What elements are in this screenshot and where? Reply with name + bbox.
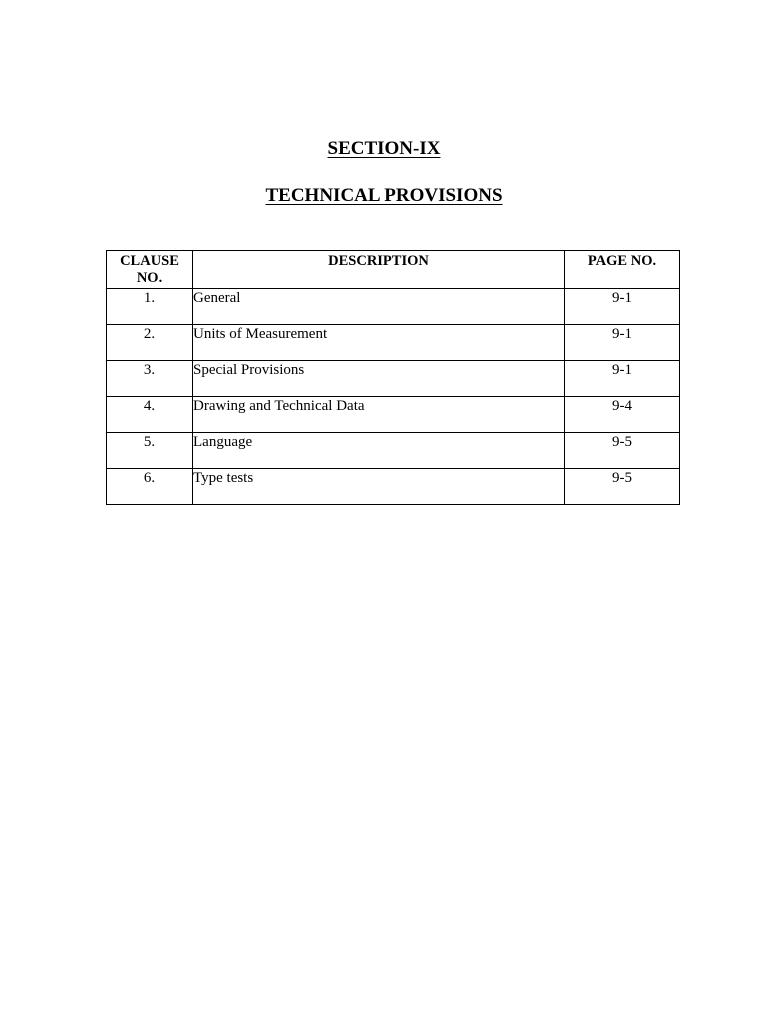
table-row (107, 433, 680, 469)
page-number: 9-1 (565, 361, 680, 397)
table-header-row (107, 251, 680, 289)
table-row (107, 397, 680, 433)
clause-description: Type tests (193, 469, 565, 505)
clause-description: General (193, 289, 565, 325)
clause-description: Language (193, 433, 565, 469)
contents-table (106, 250, 680, 505)
table-row (107, 289, 680, 325)
page-no-header: PAGE NO. (565, 251, 680, 289)
clause-number: 5. (107, 433, 193, 469)
clause-description: Units of Measurement (193, 325, 565, 361)
page-number: 9-5 (565, 469, 680, 505)
table-row (107, 469, 680, 505)
clause-description: Drawing and Technical Data (193, 397, 565, 433)
clause-header-line1: CLAUSE (120, 253, 179, 269)
clause-number: 4. (107, 397, 193, 433)
clause-number: 3. (107, 361, 193, 397)
page-number: 9-1 (565, 325, 680, 361)
table-row (107, 361, 680, 397)
clause-description: Special Provisions (193, 361, 565, 397)
clause-header-line2: NO. (136, 270, 163, 286)
clause-no-header (107, 251, 193, 289)
description-header: DESCRIPTION (193, 251, 565, 289)
clause-number: 2. (107, 325, 193, 361)
clause-number: 6. (107, 469, 193, 505)
document-title: TECHNICAL PROVISIONS (265, 185, 503, 206)
table-row (107, 325, 680, 361)
clause-number: 1. (107, 289, 193, 325)
page-number: 9-4 (565, 397, 680, 433)
section-title: SECTION-IX (327, 138, 441, 159)
page-number: 9-1 (565, 289, 680, 325)
page-number: 9-5 (565, 433, 680, 469)
